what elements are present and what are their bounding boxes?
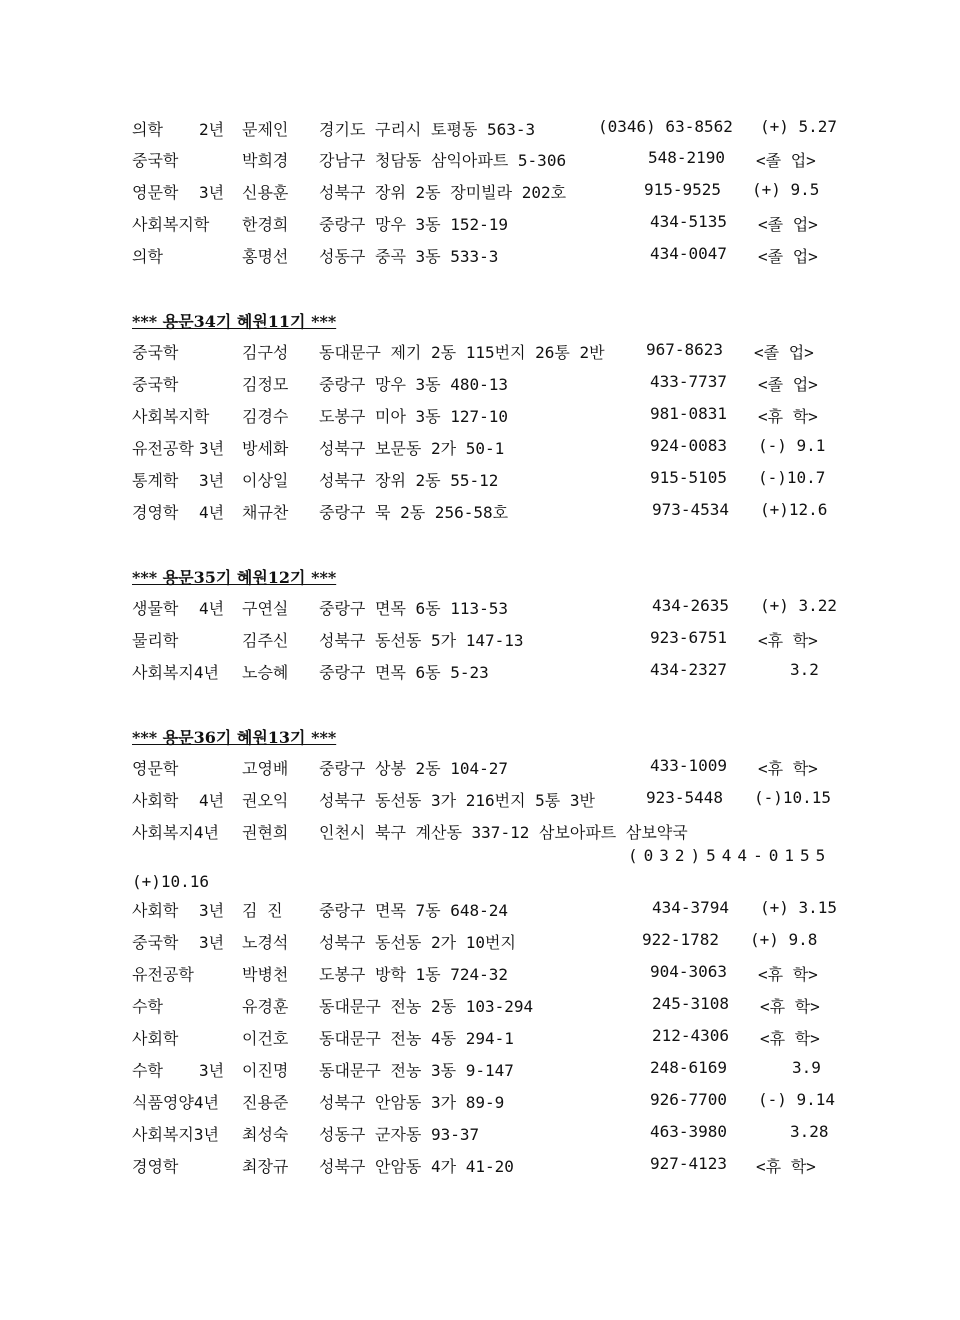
phone: 433-1009 bbox=[650, 756, 728, 775]
table-row bbox=[0, 962, 960, 984]
phone: 981-0831 bbox=[650, 404, 728, 423]
year: 2년 bbox=[199, 120, 225, 139]
table-row bbox=[0, 898, 960, 920]
department: 중국학 bbox=[132, 375, 179, 394]
department: 수학 bbox=[132, 1061, 163, 1080]
status-note: (+) 3.15 bbox=[760, 898, 838, 917]
year: 3년 bbox=[199, 1061, 225, 1080]
section-heading: *** 용문34기 혜원11기 *** bbox=[132, 312, 337, 331]
table-row bbox=[0, 820, 960, 842]
member-name: 김 진 bbox=[242, 901, 283, 920]
year: 3년 bbox=[199, 933, 225, 952]
status-note: (-) 9.14 bbox=[758, 1090, 836, 1109]
table-row bbox=[0, 930, 960, 952]
status-note: 3.28 bbox=[790, 1122, 829, 1141]
department: 수학 bbox=[132, 997, 163, 1016]
section-heading: *** 용문36기 혜원13기 *** bbox=[132, 728, 337, 747]
table-row bbox=[0, 372, 960, 394]
member-name: 권오익 bbox=[242, 791, 289, 810]
table-row bbox=[0, 1122, 960, 1144]
address: 성동구 군자동 93-37 bbox=[319, 1125, 480, 1144]
address: 도봉구 방학 1동 724-32 bbox=[319, 965, 509, 984]
member-name: 문제인 bbox=[242, 120, 289, 139]
phone: 463-3980 bbox=[650, 1122, 728, 1141]
department: 사회복지학 bbox=[132, 407, 210, 426]
department: 중국학 bbox=[132, 151, 179, 170]
department: 경영학 bbox=[132, 1157, 179, 1176]
phone: 923-6751 bbox=[650, 628, 728, 647]
phone: 967-8623 bbox=[646, 340, 724, 359]
year: 3년 bbox=[199, 439, 225, 458]
table-row bbox=[0, 596, 960, 618]
address: 동대문구 제기 2동 115번지 26통 2반 bbox=[319, 343, 605, 362]
address: 동대문구 전농 2동 103-294 bbox=[319, 997, 534, 1016]
member-name: 이진명 bbox=[242, 1061, 289, 1080]
department: 물리학 bbox=[132, 631, 179, 650]
table-row bbox=[0, 244, 960, 266]
address: 성북구 장위 2동 장미빌라 202호 bbox=[319, 183, 567, 202]
year: 3년 bbox=[199, 901, 225, 920]
table-row bbox=[0, 404, 960, 426]
phone: 924-0083 bbox=[650, 436, 728, 455]
phone: 915-9525 bbox=[644, 180, 722, 199]
address: 인천시 북구 계산동 337-12 삼보아파트 삼보약국 bbox=[319, 823, 688, 842]
phone: 927-4123 bbox=[650, 1154, 728, 1173]
status-note: (+) 9.5 bbox=[752, 180, 820, 199]
status-note: (+)12.6 bbox=[760, 500, 828, 519]
department: 사회학 bbox=[132, 901, 179, 920]
table-row bbox=[0, 117, 960, 139]
table-row bbox=[0, 340, 960, 362]
table-row bbox=[0, 1154, 960, 1176]
phone: 434-3794 bbox=[652, 898, 730, 917]
table-row-continuation bbox=[0, 846, 960, 868]
address: 중랑구 망우 3동 152-19 bbox=[319, 215, 509, 234]
status-note: <졸 업> bbox=[758, 215, 818, 234]
table-row bbox=[0, 628, 960, 650]
address: 중랑구 상봉 2동 104-27 bbox=[319, 759, 509, 778]
phone: 973-4534 bbox=[652, 500, 730, 519]
year: 4년 bbox=[199, 791, 225, 810]
member-name: 최성숙 bbox=[242, 1125, 289, 1144]
department: 생물학 bbox=[132, 599, 179, 618]
department: 영문학 bbox=[132, 759, 179, 778]
department: 사회복지학 bbox=[132, 215, 210, 234]
department: 영문학 bbox=[132, 183, 179, 202]
status-note: <휴 학> bbox=[758, 631, 818, 650]
year: 4년 bbox=[199, 599, 225, 618]
table-row bbox=[0, 1058, 960, 1080]
status-note: 3.2 bbox=[790, 660, 819, 679]
member-name: 유경훈 bbox=[242, 997, 289, 1016]
member-name: 방세화 bbox=[242, 439, 289, 458]
address: 동대문구 전농 4동 294-1 bbox=[319, 1029, 514, 1048]
department: 통계학 bbox=[132, 471, 179, 490]
member-name: 김경수 bbox=[242, 407, 289, 426]
member-name: 홍명선 bbox=[242, 247, 289, 266]
phone: 434-0047 bbox=[650, 244, 728, 263]
member-name: 진용준 bbox=[242, 1093, 289, 1112]
department: 사회복지3년 bbox=[132, 1125, 219, 1144]
year: 3년 bbox=[199, 183, 225, 202]
address: 중랑구 면목 6동 5-23 bbox=[319, 663, 489, 682]
member-name: 이상일 bbox=[242, 471, 289, 490]
phone: 548-2190 bbox=[648, 148, 726, 167]
address: 경기도 구리시 토평동 563-3 bbox=[319, 120, 536, 139]
member-name: 김구성 bbox=[242, 343, 289, 362]
table-row bbox=[0, 180, 960, 202]
status-note: <졸 업> bbox=[758, 247, 818, 266]
status-note: (+) 9.8 bbox=[750, 930, 818, 949]
year: 3년 bbox=[199, 471, 225, 490]
department: 경영학 bbox=[132, 503, 179, 522]
member-name: 신용훈 bbox=[242, 183, 289, 202]
phone: 433-7737 bbox=[650, 372, 728, 391]
address: 성북구 동선동 3가 216번지 5통 3반 bbox=[319, 791, 595, 810]
department: 사회복지4년 bbox=[132, 823, 219, 842]
phone: 434-2635 bbox=[652, 596, 730, 615]
table-row bbox=[0, 1026, 960, 1048]
status-note: <졸 업> bbox=[754, 343, 814, 362]
address: 성북구 보문동 2가 50-1 bbox=[319, 439, 505, 458]
address: 중랑구 망우 3동 480-13 bbox=[319, 375, 509, 394]
department: 사회학 bbox=[132, 1029, 179, 1048]
status-note: <졸 업> bbox=[756, 151, 816, 170]
department: 유전공학 bbox=[132, 965, 194, 984]
member-name: 최장규 bbox=[242, 1157, 289, 1176]
address: 동대문구 전농 3동 9-147 bbox=[319, 1061, 514, 1080]
phone: (032)544-0155 bbox=[628, 846, 832, 865]
address: 도봉구 미아 3동 127-10 bbox=[319, 407, 509, 426]
phone: 248-6169 bbox=[650, 1058, 728, 1077]
department: 사회학 bbox=[132, 791, 179, 810]
table-row bbox=[0, 500, 960, 522]
status-note: <휴 학> bbox=[760, 1029, 820, 1048]
phone: 434-5135 bbox=[650, 212, 728, 231]
table-row-continuation bbox=[0, 872, 960, 894]
department: 중국학 bbox=[132, 343, 179, 362]
status-note: (-) 9.1 bbox=[758, 436, 826, 455]
department: 사회복지4년 bbox=[132, 663, 219, 682]
member-name: 김주신 bbox=[242, 631, 289, 650]
table-row bbox=[0, 660, 960, 682]
phone: 904-3063 bbox=[650, 962, 728, 981]
year: 4년 bbox=[199, 503, 225, 522]
member-name: 채규찬 bbox=[242, 503, 289, 522]
address: 중랑구 면목 6동 113-53 bbox=[319, 599, 509, 618]
department: 의학 bbox=[132, 247, 163, 266]
table-row bbox=[0, 212, 960, 234]
phone: (0346) 63-8562 bbox=[598, 117, 733, 136]
member-name: 박병천 bbox=[242, 965, 289, 984]
section-heading: *** 용문35기 혜원12기 *** bbox=[132, 568, 337, 587]
table-row bbox=[0, 468, 960, 490]
table-row bbox=[0, 148, 960, 170]
address: 중랑구 묵 2동 256-58호 bbox=[319, 503, 509, 522]
phone: 926-7700 bbox=[650, 1090, 728, 1109]
status-note: (+)10.16 bbox=[132, 872, 210, 891]
table-row bbox=[0, 756, 960, 778]
member-name: 노승혜 bbox=[242, 663, 289, 682]
phone: 434-2327 bbox=[650, 660, 728, 679]
phone: 923-5448 bbox=[646, 788, 724, 807]
address: 중랑구 면목 7동 648-24 bbox=[319, 901, 509, 920]
address: 성동구 중곡 3동 533-3 bbox=[319, 247, 499, 266]
status-note: <휴 학> bbox=[758, 965, 818, 984]
table-row bbox=[0, 994, 960, 1016]
department: 의학 bbox=[132, 120, 163, 139]
address: 성북구 안암동 3가 89-9 bbox=[319, 1093, 505, 1112]
phone: 922-1782 bbox=[642, 930, 720, 949]
address: 성북구 동선동 5가 147-13 bbox=[319, 631, 524, 650]
member-name: 한경희 bbox=[242, 215, 289, 234]
status-note: (+) 3.22 bbox=[760, 596, 838, 615]
status-note: <휴 학> bbox=[758, 759, 818, 778]
phone: 245-3108 bbox=[652, 994, 730, 1013]
status-note: <휴 학> bbox=[756, 1157, 816, 1176]
member-name: 구연실 bbox=[242, 599, 289, 618]
address: 성북구 안암동 4가 41-20 bbox=[319, 1157, 514, 1176]
member-name: 노경석 bbox=[242, 933, 289, 952]
member-name: 권현희 bbox=[242, 823, 289, 842]
department: 식품영양4년 bbox=[132, 1093, 219, 1112]
status-note: (-)10.7 bbox=[758, 468, 826, 487]
status-note: (-)10.15 bbox=[754, 788, 832, 807]
department: 유전공학 bbox=[132, 439, 194, 458]
status-note: 3.9 bbox=[792, 1058, 821, 1077]
member-name: 고영배 bbox=[242, 759, 289, 778]
table-row bbox=[0, 436, 960, 458]
member-name: 이건호 bbox=[242, 1029, 289, 1048]
table-row bbox=[0, 788, 960, 810]
member-name: 박희경 bbox=[242, 151, 289, 170]
table-row bbox=[0, 1090, 960, 1112]
phone: 915-5105 bbox=[650, 468, 728, 487]
status-note: <휴 학> bbox=[758, 407, 818, 426]
address: 성북구 장위 2동 55-12 bbox=[319, 471, 499, 490]
status-note: (+) 5.27 bbox=[760, 117, 838, 136]
address: 강남구 청담동 삼익아파트 5-306 bbox=[319, 151, 567, 170]
member-name: 김정모 bbox=[242, 375, 289, 394]
status-note: <휴 학> bbox=[760, 997, 820, 1016]
address: 성북구 동선동 2가 10번지 bbox=[319, 933, 516, 952]
phone: 212-4306 bbox=[652, 1026, 730, 1045]
status-note: <졸 업> bbox=[758, 375, 818, 394]
department: 중국학 bbox=[132, 933, 179, 952]
